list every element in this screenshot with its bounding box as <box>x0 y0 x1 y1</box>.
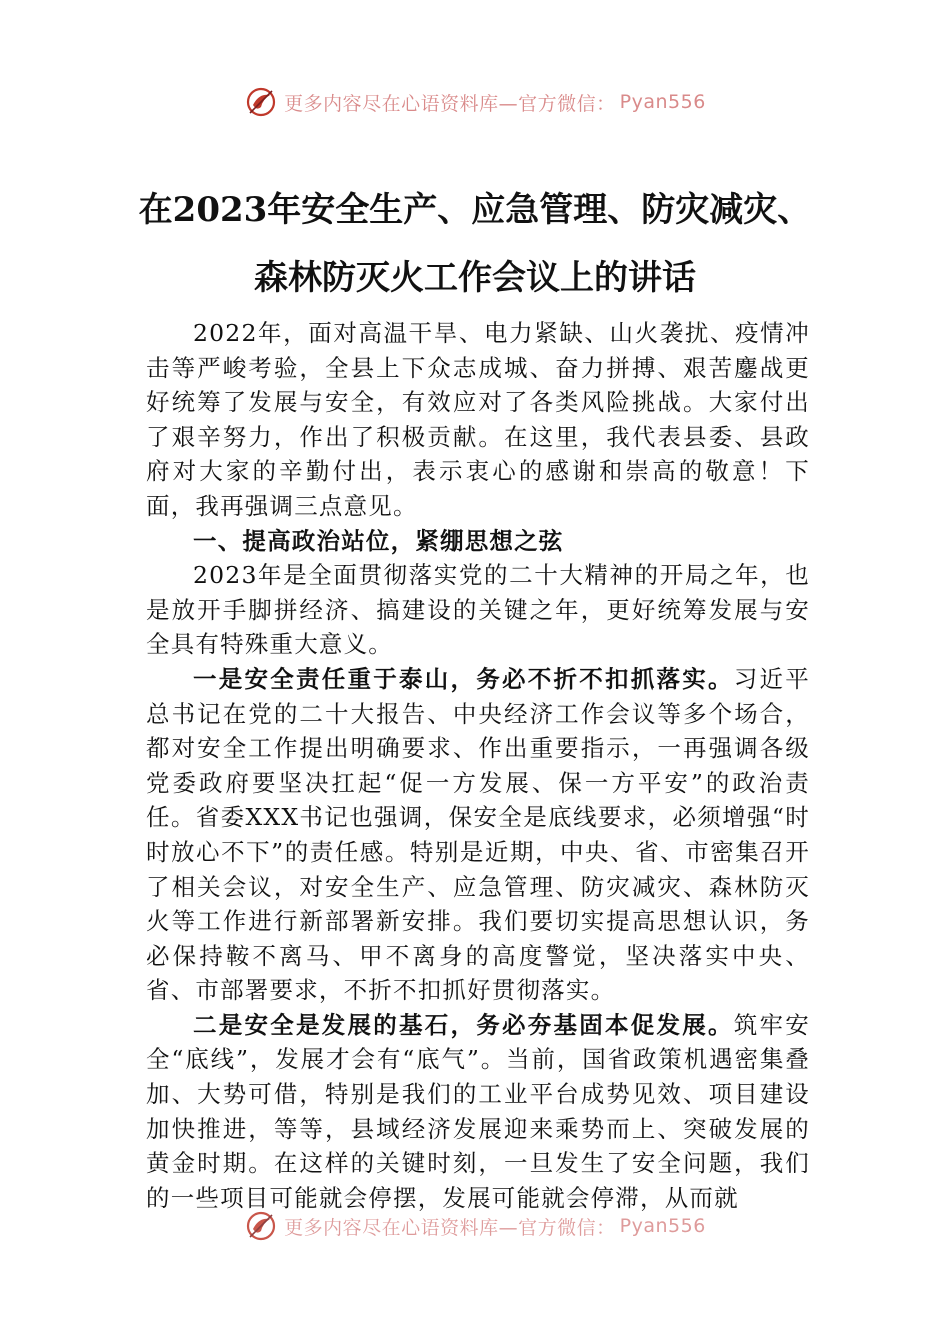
document-body <box>146 316 810 1215</box>
logo-icon <box>244 1209 278 1243</box>
paragraph-4-lead: 二是安全是发展的基石，务必夯基固本促发展。 <box>193 1010 734 1039</box>
watermark-handle: Pyan556 <box>619 1215 706 1237</box>
paragraph-3-lead: 一是安全责任重于泰山，务必不折不扣抓落实。 <box>193 664 734 693</box>
section-heading-1: 一、提高政治站位，紧绷思想之弦 <box>193 526 564 555</box>
paragraph-3-text: 习近平总书记在党的二十大报告、中央经济工作会议等多个场合，都对安全工作提出明确要求、作出重要指示，一再强调各级党委政府要坚决扛起“促一方发展、保一方平安”的政治责任。省委XXX书记也强调，保安全是底线要求，必须增强“时时放心不下”的责任感。特别是近期，中央、省、市密集召开了相关会议，对安全生产、应急管理、防灾减灾、森林防灭火等工作进行新部署新安排。我们要切实提高思想认识，务必保持鞍不离马、甲不离身的高度警觉，坚决落实中央、省、市部署要求，不折不扣抓好贯彻落实。 <box>146 664 811 1005</box>
title-line-1: 在2023年安全生产、应急管理、防灾减灾、 <box>138 190 812 230</box>
title-line-2: 森林防灭火工作会议上的讲话 <box>254 258 696 298</box>
paragraph-3 <box>146 662 810 1008</box>
paragraph-4 <box>146 1008 810 1216</box>
paragraph-2: 2023年是全面贯彻落实党的二十大精神的开局之年，也是放开手脚拼经济、搞建设的关键之年，更好统筹发展与安全具有特殊重大意义。 <box>146 561 810 659</box>
watermark-text: 更多内容尽在心语资料库—官方微信： <box>284 1216 616 1239</box>
watermark-top <box>0 82 950 122</box>
watermark-bottom <box>0 1206 950 1246</box>
paragraph-intro: 2022年，面对高温干旱、电力紧缺、山火袭扰、疫情冲击等严峻考验，全县上下众志成城、奋力拼搏、艰苦鏖战更好统筹了发展与安全，有效应对了各类风险挑战。大家付出了艰辛努力，作出了积极贡献。在这里，我代表县委、县政府对大家的辛勤付出，表示衷心的感谢和崇高的敬意！下面，我再强调三点意见。 <box>146 319 810 520</box>
watermark-handle: Pyan556 <box>619 91 706 113</box>
logo-icon <box>244 85 278 119</box>
watermark-text: 更多内容尽在心语资料库—官方微信： <box>284 92 616 115</box>
paragraph-4-text: 筑牢安全“底线”，发展才会有“底气”。当前，国省政策机遇密集叠加、大势可借，特别是我们的工业平台成势见效、项目建设加快推进，等等，县域经济发展迎来乘势而上、突破发展的黄金时期。在这样的关键时刻，一旦发生了安全问题，我们的一些项目可能就会停摆，发展可能就会停滞，从而就 <box>146 1010 811 1212</box>
